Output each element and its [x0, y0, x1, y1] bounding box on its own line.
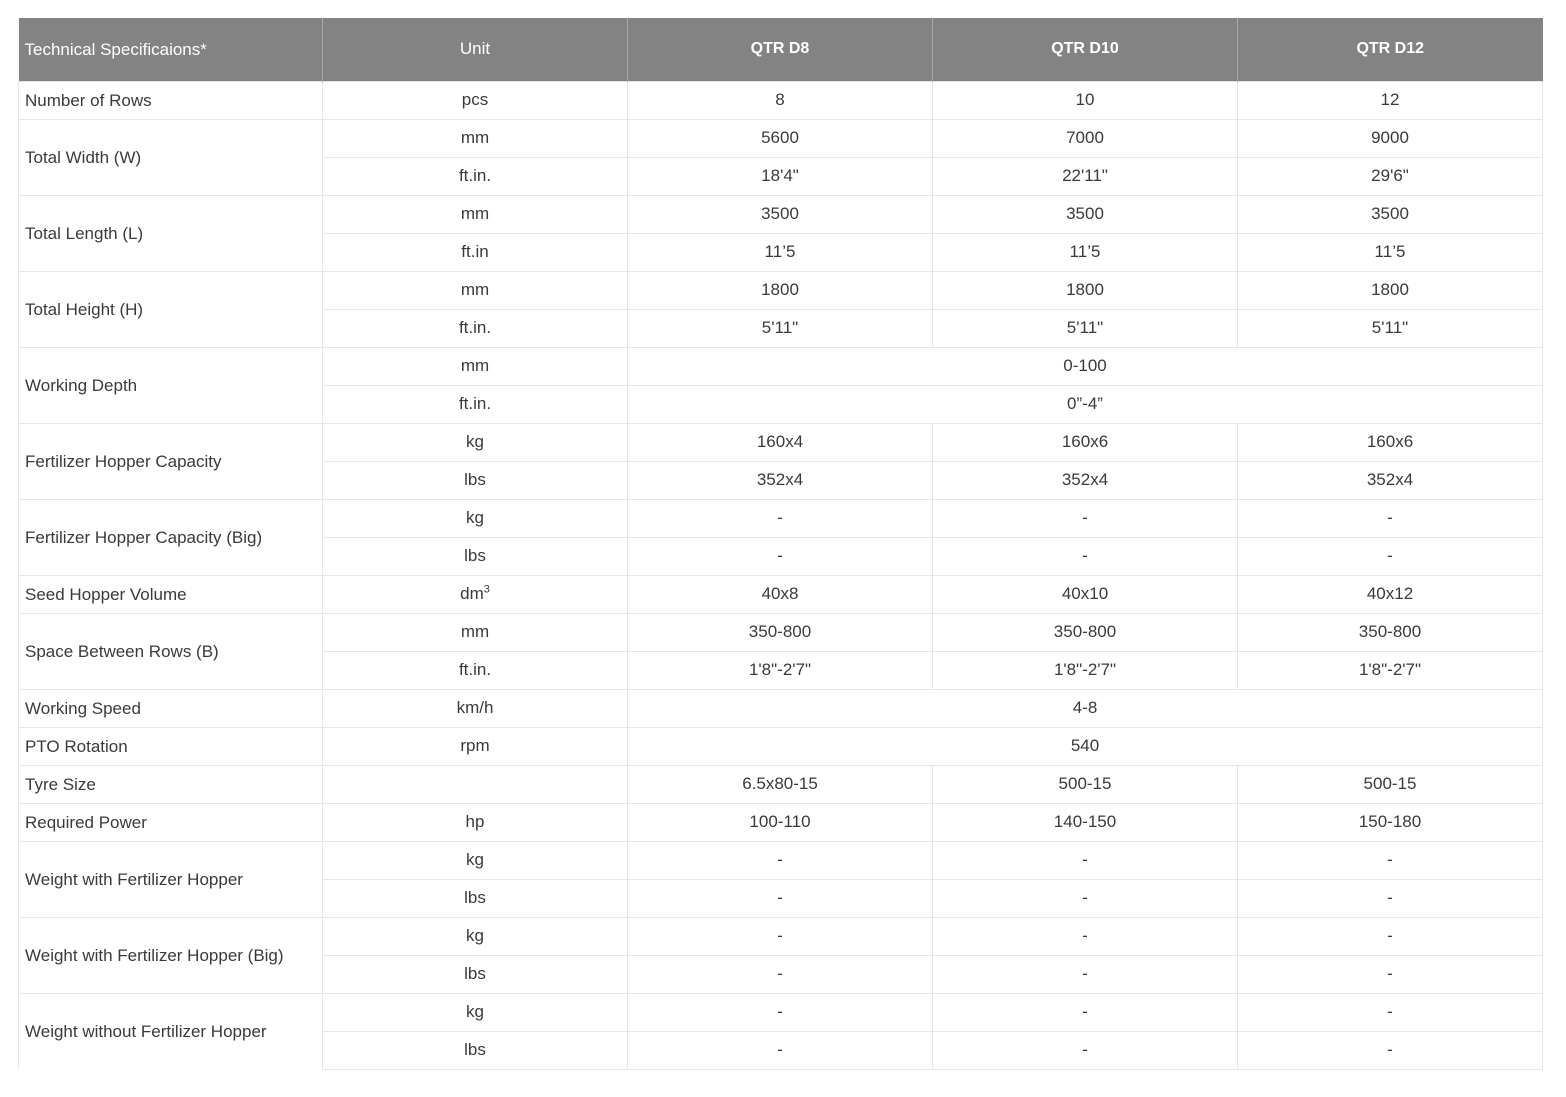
value-cell: -: [628, 955, 933, 993]
value-cell: -: [1238, 879, 1543, 917]
unit-cell: [323, 575, 628, 613]
value-cell: -: [628, 499, 933, 537]
unit-cell: [323, 347, 628, 385]
table-row: [19, 271, 1543, 309]
value-cell: 11’5: [1238, 233, 1543, 271]
value-cell: 5'11": [628, 309, 933, 347]
value-cell: 500-15: [933, 765, 1238, 803]
value-cell: 22'11": [933, 157, 1238, 195]
unit-text: lbs: [464, 1040, 486, 1059]
value-cell: -: [628, 841, 933, 879]
value-cell: 160x4: [628, 423, 933, 461]
unit-cell: [323, 613, 628, 651]
value-cell: -: [933, 917, 1238, 955]
unit-text: lbs: [464, 546, 486, 565]
unit-cell: [323, 309, 628, 347]
value-cell: 352x4: [933, 461, 1238, 499]
spec-name-cell: Working Speed: [19, 689, 323, 727]
unit-cell: [323, 537, 628, 575]
unit-text: mm: [460, 356, 490, 375]
unit-text: hp: [465, 812, 485, 831]
spec-name-cell: Fertilizer Hopper Capacity: [19, 423, 323, 499]
value-cell: 1'8"-2'7": [933, 651, 1238, 689]
unit-text: kg: [466, 508, 484, 527]
value-cell: 29'6": [1238, 157, 1543, 195]
table-row: [19, 803, 1543, 841]
spec-name-cell: PTO Rotation: [19, 727, 323, 765]
header-row: [19, 18, 1543, 81]
unit-text: mm: [460, 204, 490, 223]
table-header: [19, 18, 1543, 81]
unit-cell: [323, 271, 628, 309]
spec-name-cell: Weight with Fertilizer Hopper (Big): [19, 917, 323, 993]
unit-text: kg: [466, 1002, 484, 1021]
value-cell-merged: 4-8: [628, 689, 1543, 727]
unit-text: ft.in.: [458, 394, 492, 413]
unit-text: dm: [460, 584, 484, 603]
value-cell: 5600: [628, 119, 933, 157]
spec-table-container: [18, 18, 1542, 1070]
unit-text: lbs: [464, 470, 486, 489]
value-cell: -: [933, 993, 1238, 1031]
header-spec-label: Technical Specificaions*: [19, 18, 323, 81]
unit-cell: [323, 1031, 628, 1069]
value-cell-merged: 0”-4”: [628, 385, 1543, 423]
value-cell: 8: [628, 81, 933, 119]
value-cell: -: [1238, 993, 1543, 1031]
unit-superscript: 3: [483, 583, 490, 596]
value-cell: 7000: [933, 119, 1238, 157]
value-cell: 352x4: [628, 461, 933, 499]
table-row: [19, 917, 1543, 955]
value-cell: -: [628, 537, 933, 575]
unit-cell: [323, 879, 628, 917]
value-cell: 9000: [1238, 119, 1543, 157]
unit-text: ft.in.: [458, 318, 492, 337]
value-cell: 5'11": [1238, 309, 1543, 347]
spec-name-cell: Required Power: [19, 803, 323, 841]
value-cell: 11’5: [933, 233, 1238, 271]
unit-cell: [323, 499, 628, 537]
header-model-qtr-d10: QTR D10: [933, 18, 1238, 81]
value-cell: 150-180: [1238, 803, 1543, 841]
value-cell: 6.5x80-15: [628, 765, 933, 803]
table-row: [19, 727, 1543, 765]
unit-cell: [323, 157, 628, 195]
unit-text: rpm: [460, 736, 490, 755]
unit-cell: [323, 917, 628, 955]
table-row: [19, 841, 1543, 879]
unit-cell: [323, 955, 628, 993]
spec-name-cell: Working Depth: [19, 347, 323, 423]
spec-name-cell: Space Between Rows (B): [19, 613, 323, 689]
value-cell-merged: 0-100: [628, 347, 1543, 385]
value-cell: -: [1238, 499, 1543, 537]
unit-cell: [323, 803, 628, 841]
table-row: [19, 195, 1543, 233]
header-model-qtr-d12: QTR D12: [1238, 18, 1543, 81]
spec-name-cell: Total Width (W): [19, 119, 323, 195]
unit-text: lbs: [464, 964, 486, 983]
spec-name-cell: Fertilizer Hopper Capacity (Big): [19, 499, 323, 575]
unit-cell: [323, 689, 628, 727]
table-row: [19, 575, 1543, 613]
unit-text: ft.in.: [458, 166, 492, 185]
value-cell: 350-800: [1238, 613, 1543, 651]
value-cell: 18'4": [628, 157, 933, 195]
spec-name-cell: Total Height (H): [19, 271, 323, 347]
spec-name-cell: Seed Hopper Volume: [19, 575, 323, 613]
unit-text: kg: [466, 432, 484, 451]
table-row: [19, 499, 1543, 537]
unit-text: mm: [460, 280, 490, 299]
unit-cell: [323, 81, 628, 119]
unit-cell: [323, 233, 628, 271]
value-cell: 1'8"-2'7": [1238, 651, 1543, 689]
value-cell: 1800: [933, 271, 1238, 309]
spec-name-cell: Weight without Fertilizer Hopper: [19, 993, 323, 1069]
value-cell: 12: [1238, 81, 1543, 119]
value-cell: -: [1238, 955, 1543, 993]
unit-cell: [323, 423, 628, 461]
value-cell: -: [1238, 917, 1543, 955]
unit-text: km/h: [456, 698, 494, 717]
spec-name-cell: Weight with Fertilizer Hopper: [19, 841, 323, 917]
value-cell: -: [628, 879, 933, 917]
unit-cell: [323, 841, 628, 879]
table-row: [19, 423, 1543, 461]
unit-cell: [323, 461, 628, 499]
value-cell: 1'8"-2'7": [628, 651, 933, 689]
value-cell: 1800: [1238, 271, 1543, 309]
value-cell: -: [628, 993, 933, 1031]
unit-text: lbs: [464, 888, 486, 907]
table-row: [19, 81, 1543, 119]
table-body: [19, 81, 1543, 1069]
value-cell: 5'11": [933, 309, 1238, 347]
technical-specifications-table: [18, 18, 1543, 1070]
value-cell: -: [628, 917, 933, 955]
value-cell: 500-15: [1238, 765, 1543, 803]
table-row: [19, 347, 1543, 385]
value-cell: -: [933, 955, 1238, 993]
unit-cell: [323, 727, 628, 765]
value-cell: -: [1238, 1031, 1543, 1069]
unit-text: mm: [460, 622, 490, 641]
table-row: [19, 689, 1543, 727]
value-cell: -: [933, 1031, 1238, 1069]
unit-text: kg: [466, 926, 484, 945]
value-cell: -: [933, 499, 1238, 537]
table-row: [19, 613, 1543, 651]
unit-text: kg: [466, 850, 484, 869]
unit-cell: [323, 765, 628, 803]
unit-cell: [323, 385, 628, 423]
unit-cell: [323, 119, 628, 157]
value-cell: 3500: [1238, 195, 1543, 233]
unit-cell: [323, 993, 628, 1031]
value-cell: 100-110: [628, 803, 933, 841]
spec-name-cell: Number of Rows: [19, 81, 323, 119]
spec-name-cell: Total Length (L): [19, 195, 323, 271]
value-cell: 40x12: [1238, 575, 1543, 613]
value-cell-merged: 540: [628, 727, 1543, 765]
value-cell: 1800: [628, 271, 933, 309]
value-cell: 40x10: [933, 575, 1238, 613]
value-cell: 40x8: [628, 575, 933, 613]
value-cell: 160x6: [1238, 423, 1543, 461]
unit-cell: [323, 195, 628, 233]
header-model-qtr-d8: QTR D8: [628, 18, 933, 81]
unit-cell: [323, 651, 628, 689]
unit-text: pcs: [461, 90, 489, 109]
value-cell: 350-800: [628, 613, 933, 651]
value-cell: -: [1238, 841, 1543, 879]
value-cell: -: [933, 537, 1238, 575]
table-row: [19, 119, 1543, 157]
value-cell: -: [1238, 537, 1543, 575]
unit-text: mm: [460, 128, 490, 147]
value-cell: 3500: [933, 195, 1238, 233]
value-cell: 160x6: [933, 423, 1238, 461]
table-row: [19, 765, 1543, 803]
value-cell: 350-800: [933, 613, 1238, 651]
value-cell: 10: [933, 81, 1238, 119]
value-cell: -: [933, 879, 1238, 917]
table-row: [19, 993, 1543, 1031]
unit-text: ft.in: [461, 242, 489, 261]
value-cell: -: [628, 1031, 933, 1069]
value-cell: 11’5: [628, 233, 933, 271]
header-unit-label: Unit: [323, 18, 628, 81]
spec-name-cell: Tyre Size: [19, 765, 323, 803]
unit-text: ft.in.: [458, 660, 492, 679]
value-cell: 3500: [628, 195, 933, 233]
value-cell: -: [933, 841, 1238, 879]
value-cell: 140-150: [933, 803, 1238, 841]
value-cell: 352x4: [1238, 461, 1543, 499]
